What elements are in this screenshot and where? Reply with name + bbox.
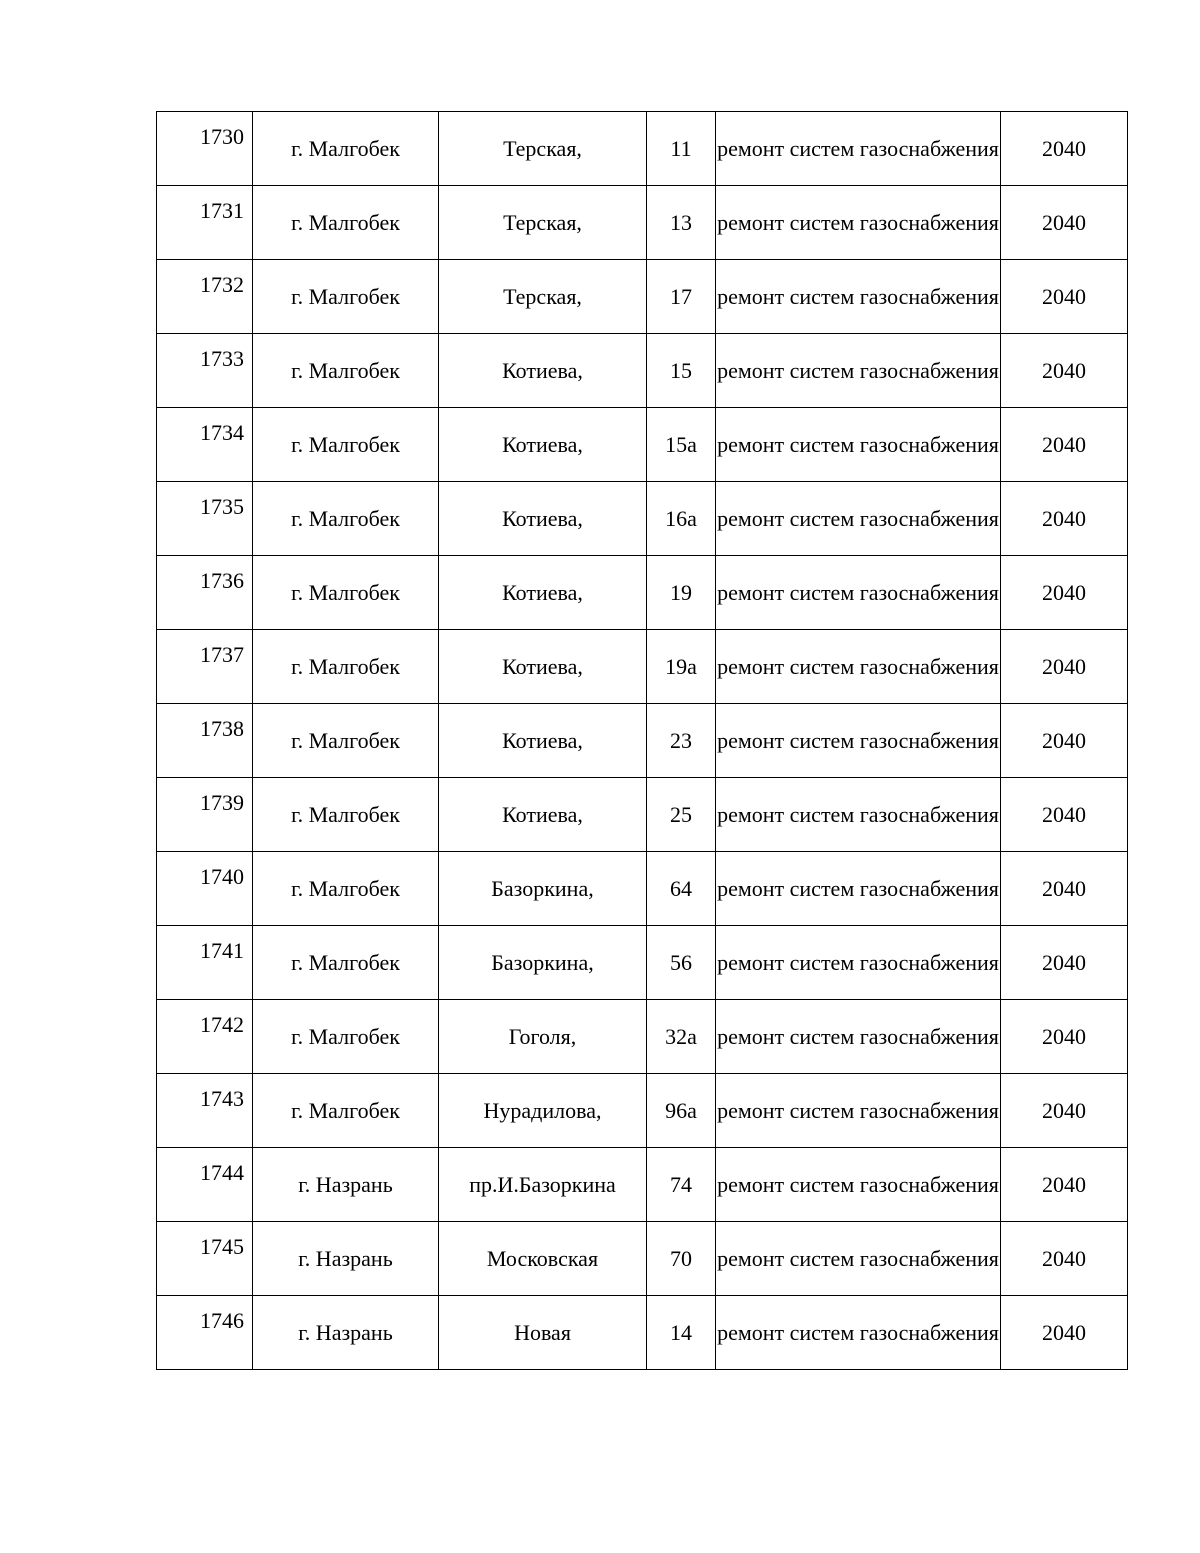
street-cell: Котиева, bbox=[439, 408, 647, 482]
work-type-cell: ремонт систем газоснабжения bbox=[716, 778, 1001, 852]
work-type-cell: ремонт систем газоснабжения bbox=[716, 1296, 1001, 1370]
work-type-cell: ремонт систем газоснабжения bbox=[716, 334, 1001, 408]
table-row bbox=[157, 852, 1128, 926]
row-number: 1735 bbox=[157, 482, 253, 556]
house-cell: 13 bbox=[647, 186, 716, 260]
row-number: 1742 bbox=[157, 1000, 253, 1074]
city-cell: г. Малгобек bbox=[253, 704, 439, 778]
work-type-cell: ремонт систем газоснабжения bbox=[716, 556, 1001, 630]
work-type-cell: ремонт систем газоснабжения bbox=[716, 408, 1001, 482]
year-cell: 2040 bbox=[1001, 926, 1128, 1000]
street-cell: Котиева, bbox=[439, 778, 647, 852]
row-number: 1741 bbox=[157, 926, 253, 1000]
table-row bbox=[157, 1148, 1128, 1222]
row-number: 1738 bbox=[157, 704, 253, 778]
house-cell: 96а bbox=[647, 1074, 716, 1148]
year-cell: 2040 bbox=[1001, 1074, 1128, 1148]
table-row bbox=[157, 482, 1128, 556]
city-cell: г. Малгобек bbox=[253, 1000, 439, 1074]
house-cell: 70 bbox=[647, 1222, 716, 1296]
year-cell: 2040 bbox=[1001, 112, 1128, 186]
city-cell: г. Малгобек bbox=[253, 926, 439, 1000]
year-cell: 2040 bbox=[1001, 260, 1128, 334]
work-type-cell: ремонт систем газоснабжения bbox=[716, 1000, 1001, 1074]
street-cell: Нурадилова, bbox=[439, 1074, 647, 1148]
table-row bbox=[157, 1296, 1128, 1370]
city-cell: г. Малгобек bbox=[253, 482, 439, 556]
street-cell: Московская bbox=[439, 1222, 647, 1296]
house-cell: 74 bbox=[647, 1148, 716, 1222]
street-cell: Новая bbox=[439, 1296, 647, 1370]
city-cell: г. Малгобек bbox=[253, 556, 439, 630]
city-cell: г. Назрань bbox=[253, 1222, 439, 1296]
street-cell: Базоркина, bbox=[439, 852, 647, 926]
year-cell: 2040 bbox=[1001, 1000, 1128, 1074]
year-cell: 2040 bbox=[1001, 1296, 1128, 1370]
table-row bbox=[157, 260, 1128, 334]
year-cell: 2040 bbox=[1001, 334, 1128, 408]
house-cell: 11 bbox=[647, 112, 716, 186]
work-type-cell: ремонт систем газоснабжения bbox=[716, 186, 1001, 260]
city-cell: г. Малгобек bbox=[253, 186, 439, 260]
year-cell: 2040 bbox=[1001, 186, 1128, 260]
work-type-cell: ремонт систем газоснабжения bbox=[716, 1222, 1001, 1296]
work-type-cell: ремонт систем газоснабжения bbox=[716, 852, 1001, 926]
row-number: 1730 bbox=[157, 112, 253, 186]
row-number: 1736 bbox=[157, 556, 253, 630]
row-number: 1745 bbox=[157, 1222, 253, 1296]
house-cell: 64 bbox=[647, 852, 716, 926]
street-cell: Гоголя, bbox=[439, 1000, 647, 1074]
year-cell: 2040 bbox=[1001, 704, 1128, 778]
house-cell: 25 bbox=[647, 778, 716, 852]
work-type-cell: ремонт систем газоснабжения bbox=[716, 482, 1001, 556]
year-cell: 2040 bbox=[1001, 556, 1128, 630]
table-row bbox=[157, 556, 1128, 630]
city-cell: г. Малгобек bbox=[253, 630, 439, 704]
city-cell: г. Назрань bbox=[253, 1148, 439, 1222]
work-type-cell: ремонт систем газоснабжения bbox=[716, 926, 1001, 1000]
row-number: 1744 bbox=[157, 1148, 253, 1222]
street-cell: Котиева, bbox=[439, 334, 647, 408]
house-cell: 19а bbox=[647, 630, 716, 704]
street-cell: Котиева, bbox=[439, 482, 647, 556]
table-row bbox=[157, 704, 1128, 778]
house-cell: 23 bbox=[647, 704, 716, 778]
house-cell: 14 bbox=[647, 1296, 716, 1370]
city-cell: г. Назрань bbox=[253, 1296, 439, 1370]
table-row bbox=[157, 630, 1128, 704]
street-cell: Котиева, bbox=[439, 556, 647, 630]
year-cell: 2040 bbox=[1001, 1148, 1128, 1222]
house-cell: 15а bbox=[647, 408, 716, 482]
street-cell: пр.И.Базоркина bbox=[439, 1148, 647, 1222]
city-cell: г. Малгобек bbox=[253, 1074, 439, 1148]
row-number: 1731 bbox=[157, 186, 253, 260]
house-cell: 15 bbox=[647, 334, 716, 408]
table-row bbox=[157, 1222, 1128, 1296]
house-cell: 16а bbox=[647, 482, 716, 556]
work-type-cell: ремонт систем газоснабжения bbox=[716, 1074, 1001, 1148]
street-cell: Терская, bbox=[439, 260, 647, 334]
work-type-cell: ремонт систем газоснабжения bbox=[716, 704, 1001, 778]
street-cell: Базоркина, bbox=[439, 926, 647, 1000]
street-cell: Терская, bbox=[439, 186, 647, 260]
row-number: 1732 bbox=[157, 260, 253, 334]
row-number: 1734 bbox=[157, 408, 253, 482]
street-cell: Котиева, bbox=[439, 630, 647, 704]
row-number: 1739 bbox=[157, 778, 253, 852]
city-cell: г. Малгобек bbox=[253, 260, 439, 334]
work-type-cell: ремонт систем газоснабжения bbox=[716, 260, 1001, 334]
city-cell: г. Малгобек bbox=[253, 112, 439, 186]
table-row bbox=[157, 1074, 1128, 1148]
house-cell: 56 bbox=[647, 926, 716, 1000]
table-row bbox=[157, 926, 1128, 1000]
work-type-cell: ремонт систем газоснабжения bbox=[716, 630, 1001, 704]
work-type-cell: ремонт систем газоснабжения bbox=[716, 1148, 1001, 1222]
street-cell: Терская, bbox=[439, 112, 647, 186]
row-number: 1740 bbox=[157, 852, 253, 926]
year-cell: 2040 bbox=[1001, 1222, 1128, 1296]
city-cell: г. Малгобек bbox=[253, 852, 439, 926]
row-number: 1746 bbox=[157, 1296, 253, 1370]
city-cell: г. Малгобек bbox=[253, 334, 439, 408]
house-cell: 19 bbox=[647, 556, 716, 630]
year-cell: 2040 bbox=[1001, 778, 1128, 852]
work-type-cell: ремонт систем газоснабжения bbox=[716, 112, 1001, 186]
year-cell: 2040 bbox=[1001, 408, 1128, 482]
year-cell: 2040 bbox=[1001, 630, 1128, 704]
table-row bbox=[157, 1000, 1128, 1074]
row-number: 1743 bbox=[157, 1074, 253, 1148]
registry-table bbox=[156, 111, 1128, 1370]
city-cell: г. Малгобек bbox=[253, 778, 439, 852]
year-cell: 2040 bbox=[1001, 852, 1128, 926]
year-cell: 2040 bbox=[1001, 482, 1128, 556]
table-row bbox=[157, 408, 1128, 482]
table-body bbox=[157, 112, 1128, 1370]
street-cell: Котиева, bbox=[439, 704, 647, 778]
table-row bbox=[157, 334, 1128, 408]
table-row bbox=[157, 112, 1128, 186]
house-cell: 17 bbox=[647, 260, 716, 334]
row-number: 1737 bbox=[157, 630, 253, 704]
table-row bbox=[157, 186, 1128, 260]
city-cell: г. Малгобек bbox=[253, 408, 439, 482]
row-number: 1733 bbox=[157, 334, 253, 408]
table-row bbox=[157, 778, 1128, 852]
house-cell: 32а bbox=[647, 1000, 716, 1074]
